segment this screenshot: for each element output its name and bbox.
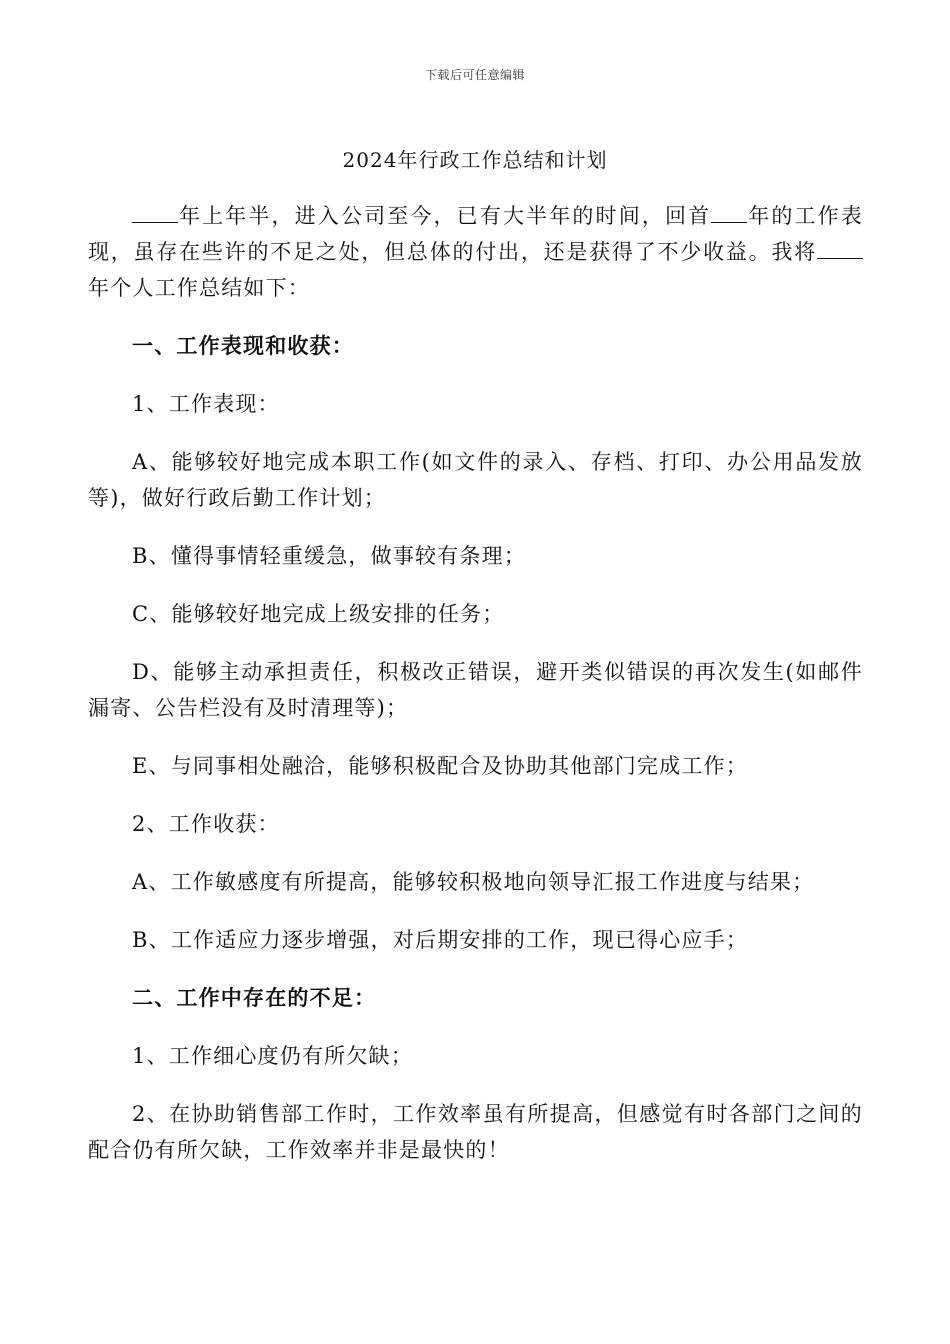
subsection-work-performance: 1、工作表现： [132,392,280,416]
fill-blank [817,236,863,259]
document-title: 2024年行政工作总结和计划 [342,148,608,172]
performance-item-d: D、能够主动承担责任，积极改正错误，避开类似错误的再次发生(如邮件漏寄、公告栏没有及时清理等)； [88,660,863,720]
intro-paragraph [88,198,863,306]
performance-item-b: B、懂得事情轻重缓急，做事较有条理； [132,544,527,568]
section-1-heading: 一、工作表现和收获： [132,334,354,358]
fill-blank [711,200,747,223]
performance-item-e: E、与同事相处融洽，能够积极配合及协助其他部门完成工作； [132,754,748,778]
gains-item-a: A、工作敏感度有所提高，能够较积极地向领导汇报工作进度与结果； [132,870,815,894]
intro-text-3: 年个人工作总结如下： [88,276,310,300]
performance-item-c: C、能够较好地完成上级安排的任务； [132,602,505,626]
gains-item-b: B、工作适应力逐步增强，对后期安排的工作，现已得心应手； [132,928,749,952]
document-body [88,198,863,1190]
fill-blank [132,200,178,223]
header-note: 下载后可任意编辑 [424,68,525,82]
shortcoming-item-2: 2、在协助销售部工作时，工作效率虽有所提高，但感觉有时各部门之间的配合仍有所欠缺，工作效率并非是最快的！ [88,1102,863,1162]
subsection-work-gains: 2、工作收获： [132,812,280,836]
section-2-heading: 二、工作中存在的不足： [132,986,377,1010]
intro-text-2: 年的工作表现，虽存在些许的不足之处，但总体的付出，还是获得了不少收益。我将 [88,204,864,264]
shortcoming-item-1: 1、工作细心度仍有所欠缺； [132,1044,413,1068]
intro-text-1: 年上年半，进入公司至今，已有大半年的时间，回首 [178,204,712,228]
performance-item-a: A、能够较好地完成本职工作(如文件的录入、存档、打印、办公用品发放等)，做好行政后勤工作计划； [88,450,863,510]
